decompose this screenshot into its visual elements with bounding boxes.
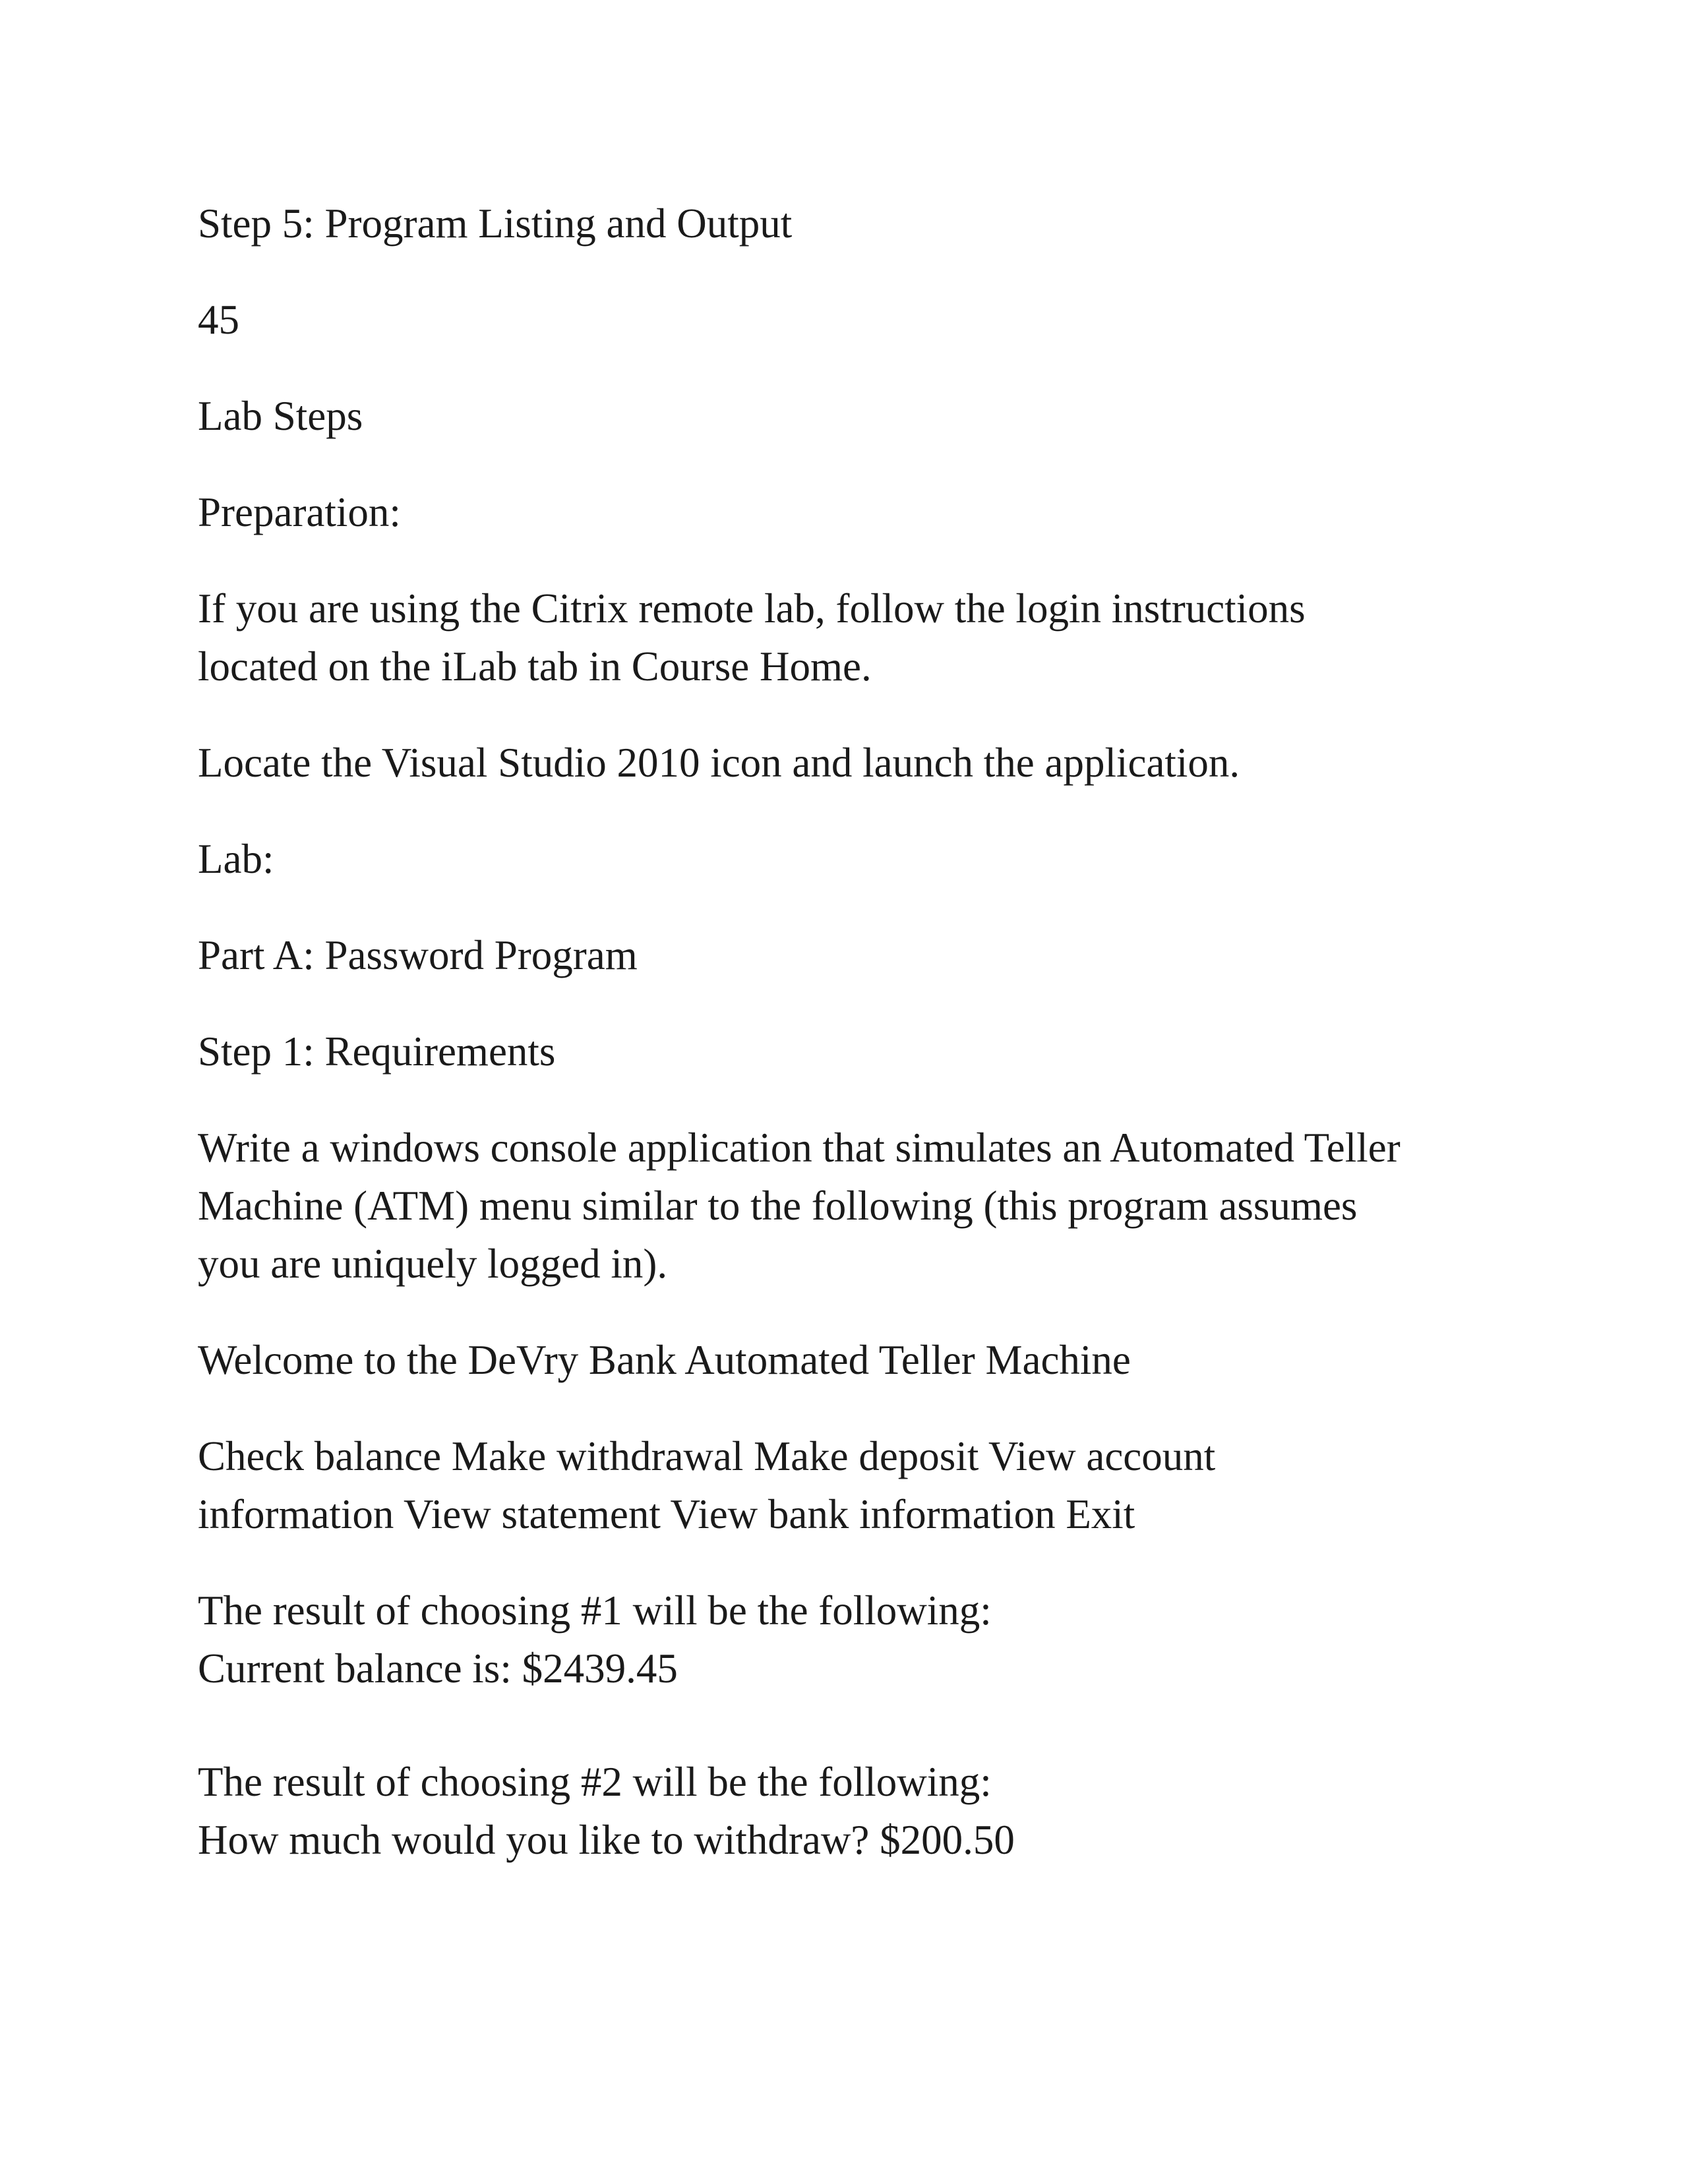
step5-heading-text: Step 5: Program Listing and Output xyxy=(198,200,793,247)
lab-heading-text: Lab: xyxy=(198,836,274,882)
part-a-heading-text: Part A: Password Program xyxy=(198,932,638,978)
menu-options xyxy=(198,1427,1523,1543)
welcome-message xyxy=(198,1331,1523,1389)
choice1-result-line-1: The result of choosing #1 will be the following: xyxy=(198,1587,992,1634)
citrix-instructions xyxy=(198,579,1523,695)
visual-studio-instruction-text: Locate the Visual Studio 2010 icon and launch the application. xyxy=(198,740,1240,786)
document-page xyxy=(198,194,1523,1907)
lab-steps-heading-text: Lab Steps xyxy=(198,393,363,439)
part-a-heading xyxy=(198,926,1523,984)
points-text: 45 xyxy=(198,297,239,343)
step1-heading xyxy=(198,1022,1523,1080)
points-value xyxy=(198,291,1523,349)
requirements-line-2: Machine (ATM) menu similar to the following (this program assumes xyxy=(198,1183,1358,1229)
menu-options-line-1: Check balance Make withdrawal Make deposit View account xyxy=(198,1433,1216,1479)
choice2-result-line-1: The result of choosing #2 will be the following: xyxy=(198,1759,992,1805)
menu-options-line-2: information View statement View bank information Exit xyxy=(198,1491,1135,1537)
choice1-result-line-2: Current balance is: $2439.45 xyxy=(198,1645,678,1692)
welcome-message-text: Welcome to the DeVry Bank Automated Teller Machine xyxy=(198,1337,1131,1383)
lab-steps-heading xyxy=(198,387,1523,445)
visual-studio-instruction xyxy=(198,734,1523,792)
citrix-instructions-line-2: located on the iLab tab in Course Home. xyxy=(198,643,872,690)
requirements-line-1: Write a windows console application that simulates an Automated Teller xyxy=(198,1125,1401,1171)
choice2-result xyxy=(198,1753,1523,1869)
step5-heading xyxy=(198,194,1523,252)
preparation-heading-text: Preparation: xyxy=(198,489,401,535)
requirements-line-3: you are uniquely logged in). xyxy=(198,1241,668,1287)
choice2-result-line-2: How much would you like to withdraw? $200.50 xyxy=(198,1817,1015,1863)
citrix-instructions-line-1: If you are using the Citrix remote lab, follow the login instructions xyxy=(198,585,1306,632)
lab-heading xyxy=(198,830,1523,888)
preparation-heading xyxy=(198,483,1523,541)
step1-heading-text: Step 1: Requirements xyxy=(198,1028,556,1075)
requirements-paragraph xyxy=(198,1119,1523,1293)
choice1-result xyxy=(198,1581,1523,1697)
